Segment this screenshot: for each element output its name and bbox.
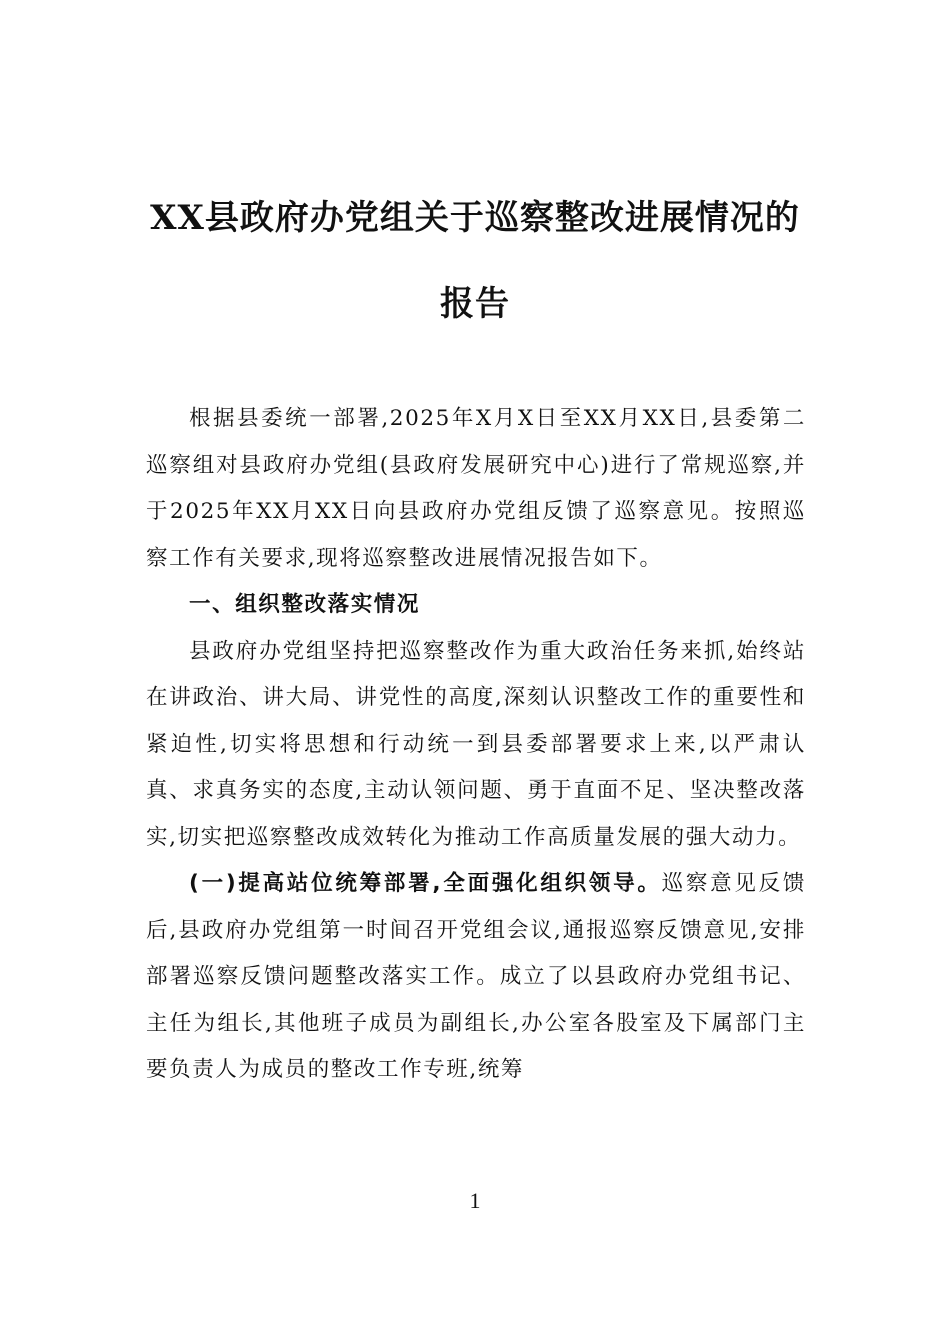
intro-paragraph: 根据县委统一部署,2025年X月X日至XX月XX日,县委第二巡察组对县政府办党组(县政府发展研究中心)进行了常规巡察,并于2025年XX月XX日向县政府办党组反馈了巡察意见。按照巡察工作有关要求,现将巡察整改进展情况报告如下。 <box>146 406 806 571</box>
document-title <box>110 175 840 347</box>
subsection-heading-1: (一)提高站位统筹部署,全面强化组织领导。 <box>189 871 662 896</box>
title-line-2: 报告 <box>440 284 510 324</box>
subsection-1-text: 巡察意见反馈后,县政府办党组第一时间召开党组会议,通报巡察反馈意见,安排部署巡察反馈问题整改落实工作。成立了以县政府办党组书记、主任为组长,其他班子成员为副组长,办公室各股室及下属部门主要负责人为成员的整改工作专班,统筹 <box>146 871 807 1082</box>
document-body <box>146 396 806 1094</box>
subsection-1-paragraph <box>146 861 806 1094</box>
section-heading-1: 一、组织整改落实情况 <box>189 592 421 617</box>
page-number: 1 <box>469 1188 481 1213</box>
title-line-1: XX县政府办党组关于巡察整改进展情况的 <box>150 198 800 238</box>
section-1-paragraph: 县政府办党组坚持把巡察整改作为重大政治任务来抓,始终站在讲政治、讲大局、讲党性的高度,深刻认识整改工作的重要性和紧迫性,切实将思想和行动统一到县委部署要求上来,以严肃认真、求真务实的态度,主动认领问题、勇于直面不足、坚决整改落实,切实把巡察整改成效转化为推动工作高质量发展的强大动力。 <box>146 638 806 850</box>
